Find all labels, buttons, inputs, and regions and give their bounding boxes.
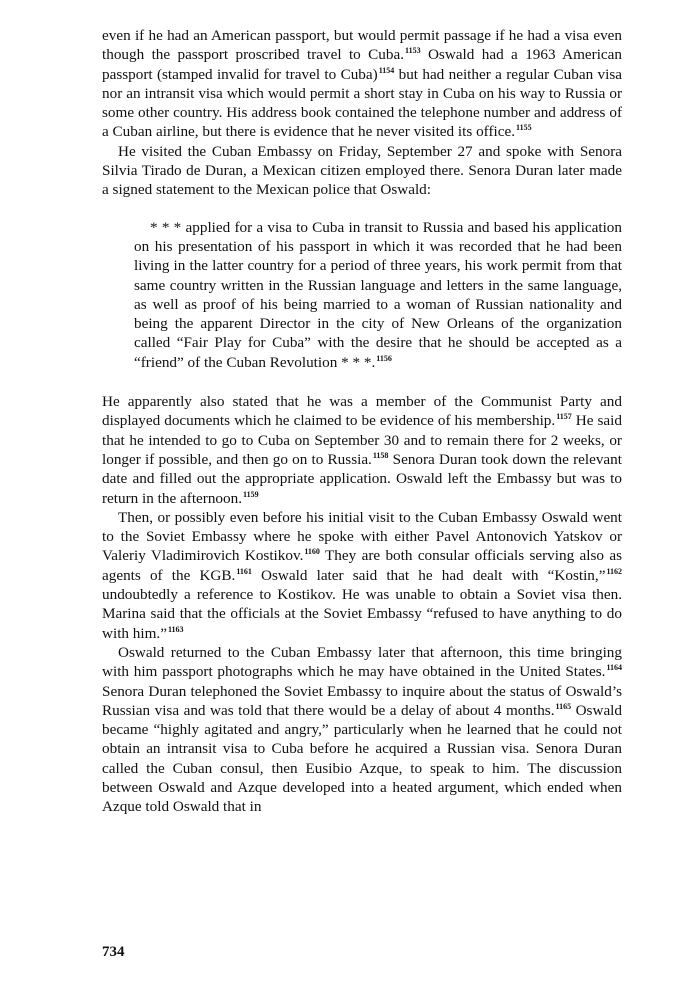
footnote-ref: 1156	[376, 353, 392, 363]
footnote-ref: 1154	[378, 65, 395, 75]
text-segment: He said that he intended to go to Cuba on September 30 and to remain there for 2 weeks, or longer if possible, and then go on to Russia.	[102, 412, 622, 468]
text-segment: Oswald had a 1963 American passport (stamped invalid for travel to Cuba)	[102, 46, 622, 83]
footnote-ref: 1157	[556, 412, 572, 422]
text-segment: Then, or possibly even before his initial visit to the Cuban Embassy Oswald went to the Soviet Embassy where he spoke with either Pavel Antonovich Yatskov or Valeriy Vladimirovich Kostikov.	[102, 508, 622, 565]
text-segment: Oswald became “highly agitated and angry,” particularly when he learned that he could not obtain an intransit visa to Cuba before he acquired a Russian visa. Senora Duran called the Cuban consul, then Eusibio Azque, to speak to him. The discussion between Oswald and Azque developed into a heated argument, which ended when Azque told Oswald that in	[102, 701, 622, 816]
footnote-ref: 1158	[372, 450, 389, 460]
text-segment: Senora Duran telephoned the Soviet Embassy to inquire about the status of Oswald’s Russian visa and was told that there would be a delay of about 4 months.	[102, 682, 622, 719]
text-segment: but had neither a regular Cuban visa nor an intransit visa which would permit a short stay in Cuba on his way to Russia or some other country. His address book contained the telephone number and address of a Cuban airline, but there is evidence that he never visited its office.	[102, 65, 622, 141]
text-segment: * * * applied for a visa to Cuba in transit to Russia and based his application on his presentation of his passport in which it was recorded that he had been living in the latter country for a period of three years, his work permit from that same country written in the Russian language and letters in the same language, as well as proof of his being married to a woman of Russian nationality and being the apparent Director in the city of New Orleans of the organization called “Fair Play for Cuba” with the desire that he should be accepted as a “friend” of the Cuban Revolution * * *.	[134, 218, 622, 371]
paragraph-2	[102, 142, 622, 200]
footnote-ref: 1159	[243, 489, 259, 499]
text-segment: He visited the Cuban Embassy on Friday, September 27 and spoke with Senora Silvia Tirado de Duran, a Mexican citizen employed there. Senora Duran later made a signed statement to the Mexican police that Oswald:	[102, 142, 622, 199]
text-segment: He apparently also stated that he was a member of the Communist Party and displayed documents which he claimed to be evidence of his membership.	[102, 393, 622, 430]
footnote-ref: 1155	[516, 123, 532, 133]
text-segment: Senora Duran took down the relevant date and filled out the appropriate application. Oswald left the Embassy but was to return in the afternoon.	[102, 450, 622, 507]
paragraph-3	[102, 392, 622, 508]
footnote-ref: 1161	[236, 566, 252, 576]
block-quote	[134, 218, 622, 372]
document-page	[102, 26, 622, 817]
text-segment: even if he had an American passport, but would permit passage if he had a visa even though the passport proscribed travel to Cuba.	[102, 27, 622, 64]
page-number: 734	[102, 944, 125, 960]
paragraph-4	[102, 508, 622, 643]
footnote-ref: 1164	[606, 663, 622, 673]
footnote-ref: 1165	[555, 701, 572, 711]
text-segment: Oswald returned to the Cuban Embassy later that afternoon, this time bringing with him passport photographs which he may have obtained in the United States.	[102, 643, 622, 681]
footnote-ref: 1160	[304, 547, 320, 557]
paragraph-5	[102, 643, 622, 817]
paragraph-1	[102, 26, 622, 142]
text-segment: They are both consular officials serving also as agents of the KGB.	[102, 547, 622, 584]
text-segment: Oswald later said that he had dealt with “Kostin,”	[251, 566, 606, 584]
footnote-ref: 1163	[167, 624, 184, 634]
text-segment: undoubtedly a reference to Kostikov. He was unable to obtain a Soviet visa then. Marina said that the officials at the Soviet Embassy “refused to have anything to do with him.”	[102, 586, 622, 642]
footnote-ref: 1153	[405, 46, 421, 56]
footnote-ref: 1162	[606, 566, 622, 576]
